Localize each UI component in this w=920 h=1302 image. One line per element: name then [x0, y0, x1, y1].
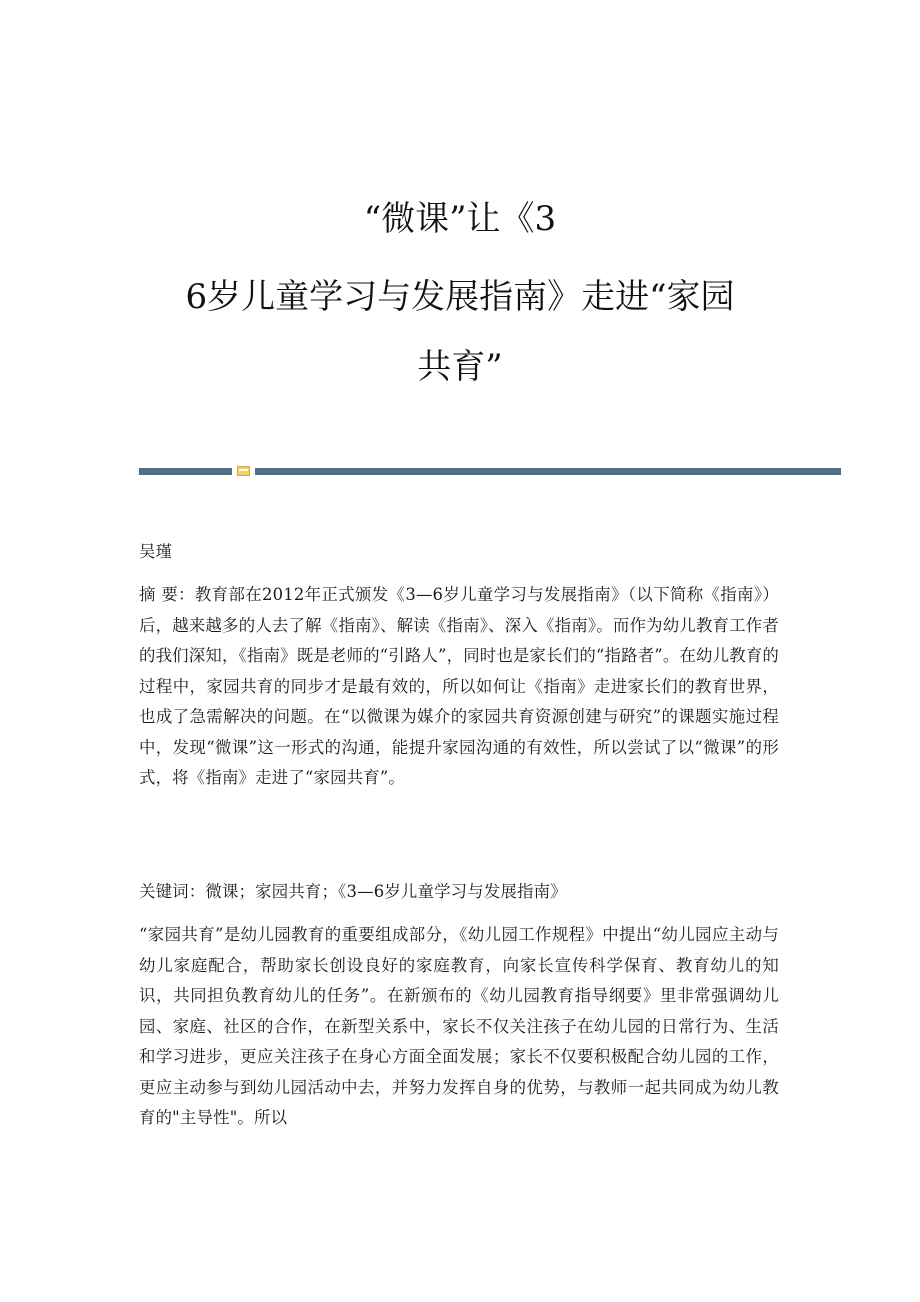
title-line-1: “微课”让《3 — [363, 199, 557, 239]
divider-left-bar — [139, 468, 232, 475]
keywords-line: 关键词：微课；家园共育；《3—6岁儿童学习与发展指南》 — [139, 882, 567, 901]
abstract-paragraph: 摘 要：教育部在2012年正式颁发《3—6岁儿童学习与发展指南》（以下简称《指南》）后，越来越多的人去了解《指南》、解读《指南》、深入《指南》。而作为幼儿教育工作者的我们深知，《指南》既是老师的“引路人”，同时也是家长们的“指路者”。在幼儿教育的过程中，家园共育的同步才是最有效的，所以如何让《指南》走进家长们的教育世界，也成了急需解决的问题。在“以微课为媒介的家园共育资源创建与研究”的课题实施过程中，发现“微课”这一形式的沟通，能提升家园沟通的有效性，所以尝试了以“微课”的形式，将《指南》走进了“家园共育”。 — [139, 585, 779, 787]
divider-right-bar — [255, 468, 841, 475]
intro-paragraph: “家园共育”是幼儿园教育的重要组成部分，《幼儿园工作规程》中提出“幼儿园应主动与幼儿家庭配合，帮助家长创设良好的家庭教育，向家长宣传科学保育、教育幼儿的知识，共同担负教育幼儿的任务”。在新颁布的《幼儿园教育指导纲要》里非常强调幼儿园、家庭、社区的合作，在新型关系中，家长不仅关注孩子在幼儿园的日常行为、生活和学习进步，更应关注孩子在身心方面全面发展；家长不仅要积极配合幼儿园的工作，更应主动参与到幼儿园活动中去，并努力发挥自身的优势，与教师一起共同成为幼儿教育的"主导性"。所以 — [139, 925, 779, 1127]
envelope-icon — [237, 466, 250, 476]
title-line-2: 6岁儿童学习与发展指南》走进“家园 — [185, 277, 735, 317]
title-divider — [139, 466, 841, 476]
title-line-3: 共育” — [417, 347, 503, 387]
author-name: 吴瑾 — [139, 542, 173, 561]
